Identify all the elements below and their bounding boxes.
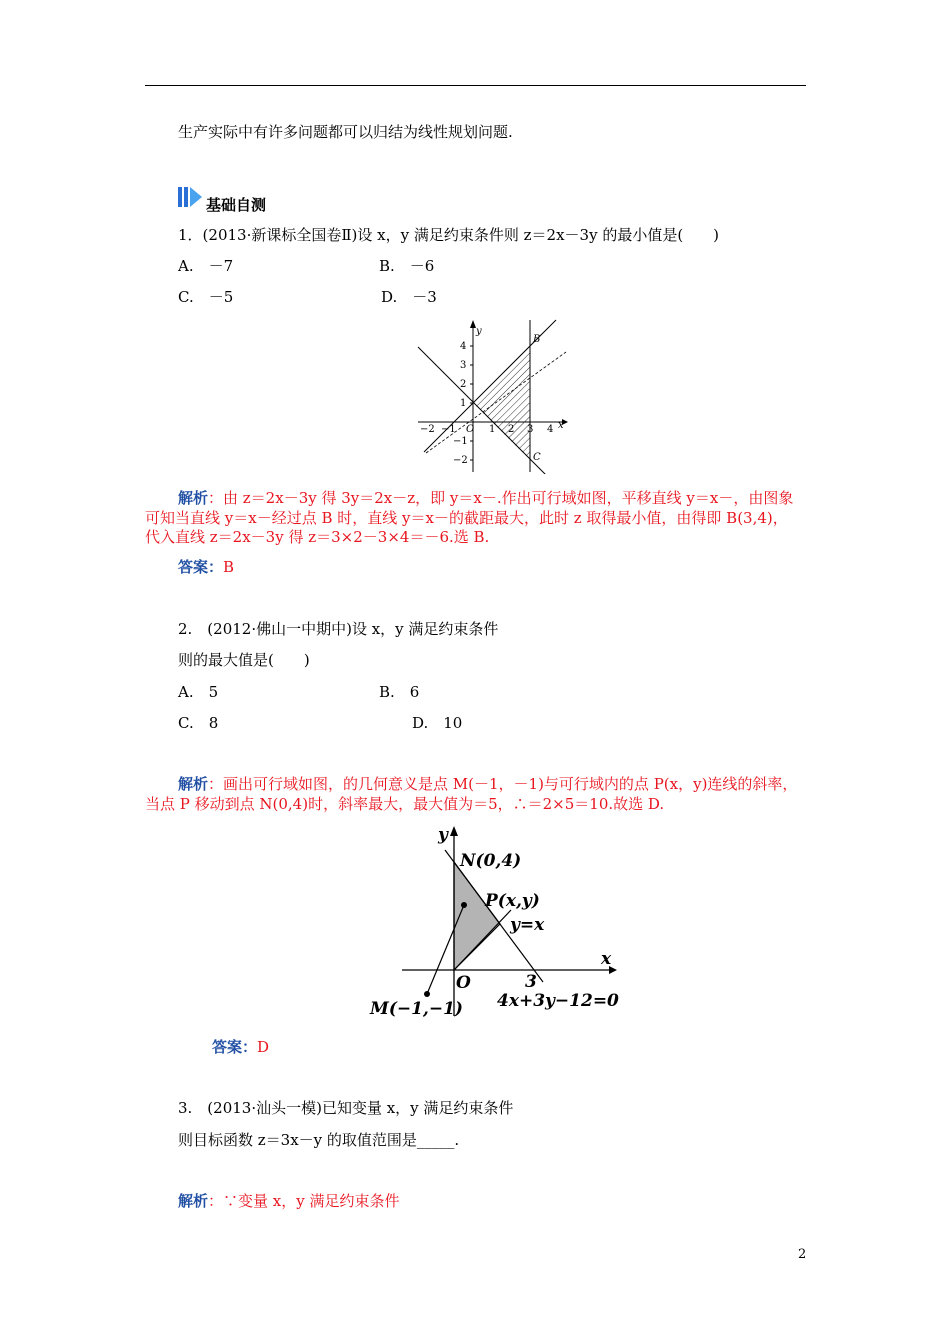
g1-origin: O xyxy=(466,424,475,435)
g2-x-label: x xyxy=(601,949,612,969)
q1-answer: 答案：B xyxy=(178,558,235,576)
q2-option-a: A. 5 xyxy=(178,683,219,701)
q1-analysis-line-1: 解析：由 z＝2x－3y 得 3y＝2x－z，即 y＝x－.作出可行域如图，平移直线 y＝x－，由图象 xyxy=(178,489,794,507)
g1-point-c: C xyxy=(533,452,541,463)
g1-xtick-m2: −2 xyxy=(420,424,435,435)
g1-xtick-m1: −1 xyxy=(441,424,456,435)
g2-origin: O xyxy=(456,973,471,993)
g2-m-label: M(−1,−1) xyxy=(370,999,463,1019)
q3-analysis-line-1: 解析：∵变量 x，y 满足约束条件 xyxy=(178,1192,400,1210)
page-number: 2 xyxy=(798,1247,807,1262)
q1-option-b: B. －6 xyxy=(379,257,435,275)
g2-n-label: N(0,4) xyxy=(460,851,522,871)
q2-option-d: D. 10 xyxy=(412,714,463,732)
q1-option-a: A. －7 xyxy=(178,257,234,275)
section-title: 基础自测 xyxy=(206,196,267,214)
q2-answer: 答案：D xyxy=(212,1038,270,1056)
g1-xtick-4: 4 xyxy=(547,424,554,435)
g1-x-label: x xyxy=(558,420,564,431)
q1-analysis-line-3: 代入直线 z＝2x－3y 得 z＝3×2－3×4＝－6.选 B. xyxy=(145,528,490,546)
g1-xtick-2: 2 xyxy=(508,424,515,435)
q2-stem: 2. (2012·佛山一中期中)设 x，y 满足约束条件 xyxy=(178,620,499,638)
g1-y-label: y xyxy=(476,326,482,337)
q1-option-c: C. －5 xyxy=(178,288,234,306)
q1-analysis-line-2: 可知当直线 y＝x－经过点 B 时，直线 y＝x－的截距最大，此时 z 取得最小值，由得即 B(3,4)， xyxy=(145,509,788,527)
g1-point-b: B xyxy=(533,334,541,345)
section-marker-icon xyxy=(178,186,204,208)
q1-stem: 1．(2013·新课标全国卷Ⅱ)设 x，y 满足约束条件则 z＝2x－3y 的最小值是( ) xyxy=(178,226,720,244)
q2-analysis-line-1: 解析：画出可行域如图，的几何意义是点 M(－1，－1)与可行域内的点 P(x，y)连线的斜率， xyxy=(178,775,798,793)
header-rule xyxy=(145,85,806,86)
g2-point-p xyxy=(461,902,467,908)
q3-stem: 3. (2013·汕头一模)已知变量 x，y 满足约束条件 xyxy=(178,1099,514,1117)
g2-point-m xyxy=(424,991,430,997)
q1-option-d: D. －3 xyxy=(381,288,437,306)
g1-ytick-4: 4 xyxy=(460,341,467,352)
g2-p-label: P(x,y) xyxy=(485,891,540,911)
g1-ytick-3: 3 xyxy=(460,360,467,371)
g2-line2-label: 4x+3y−12=0 xyxy=(497,991,619,1011)
g1-ytick-1: 1 xyxy=(460,398,467,409)
g2-line-label: y=x xyxy=(510,915,545,935)
q2-stem-2: 则的最大值是( ) xyxy=(178,651,310,669)
q2-option-c: C. 8 xyxy=(178,714,219,732)
g2-x3-label: 3 xyxy=(525,972,537,992)
g2-y-label: y xyxy=(438,825,448,845)
intro-line: 生产实际中有许多问题都可以归结为线性规划问题. xyxy=(178,123,513,141)
g1-xtick-3: 3 xyxy=(527,424,534,435)
q2-analysis-line-2: 当点 P 移动到点 N(0,4)时，斜率最大，最大值为＝5，∴＝2×5＝10.故选 D. xyxy=(145,795,665,813)
g1-ytick-m2: −2 xyxy=(453,455,468,466)
q2-feasible-region-graph xyxy=(365,822,620,1020)
g1-ytick-2: 2 xyxy=(460,379,467,390)
g1-xtick-1: 1 xyxy=(489,424,496,435)
q1-feasible-region-graph xyxy=(416,318,568,474)
q3-stem-2: 则目标函数 z＝3x－y 的取值范围是_____. xyxy=(178,1131,460,1149)
q2-option-b: B. 6 xyxy=(379,683,420,701)
g1-ytick-m1: −1 xyxy=(453,436,468,447)
